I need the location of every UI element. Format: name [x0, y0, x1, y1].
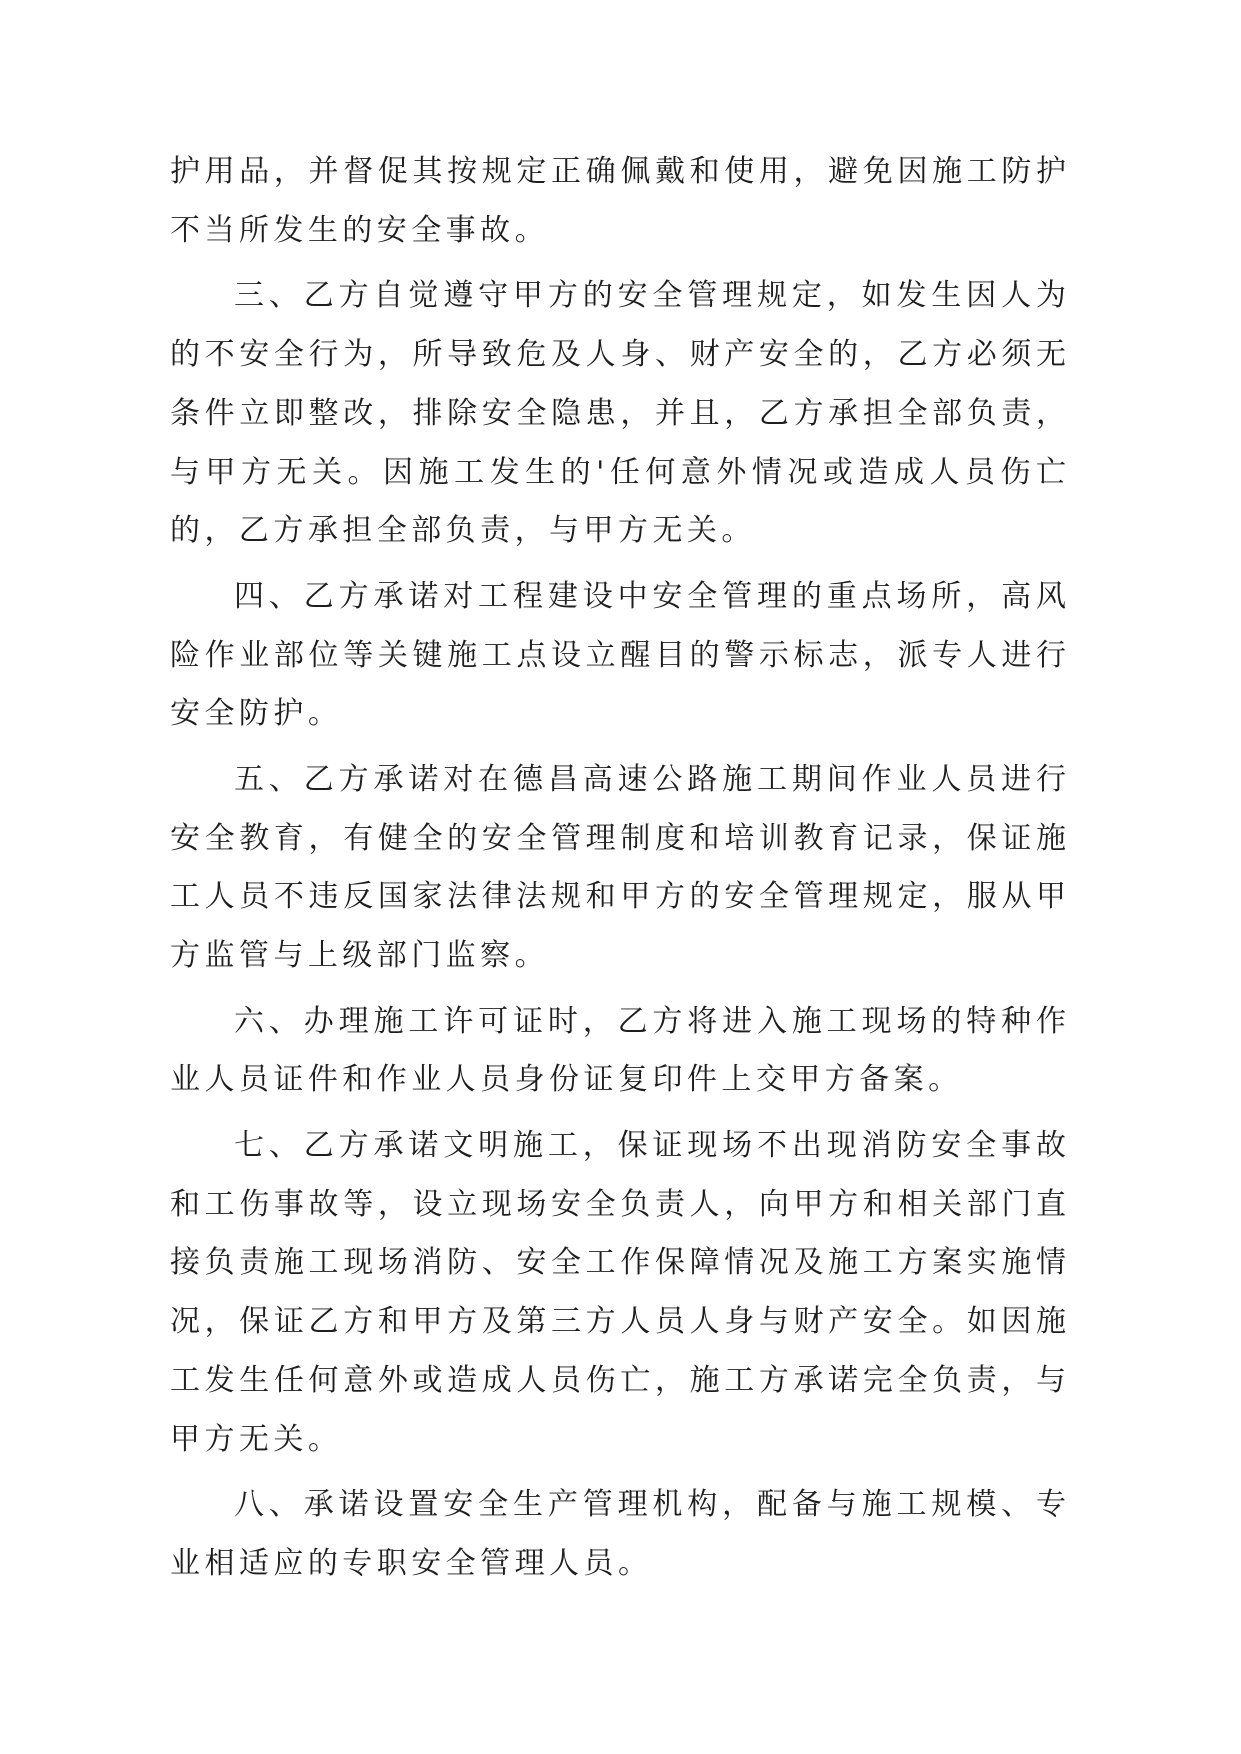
body-text-line: 的，乙方承担全部负责，与甲方无关。 [170, 513, 756, 549]
body-text-line: 安全教育，有健全的安全管理制度和培训教育记录，保证施 [170, 820, 1066, 856]
body-text-line: 况，保证乙方和甲方及第三方人员人身与财产安全。如因施 [170, 1304, 1066, 1340]
body-text-line: 接负责施工现场消防、安全工作保障情况及施工方案实施情 [170, 1245, 1066, 1281]
paragraph-continuation [170, 143, 1066, 261]
paragraph-clause-6 [170, 993, 1066, 1111]
body-text-line: 不当所发生的安全事故。 [170, 212, 550, 248]
body-text-line: 业相适应的专职安全管理人员。 [170, 1545, 653, 1581]
body-text-line: 七、乙方承诺文明施工，保证现场不出现消防安全事故 [234, 1127, 1066, 1163]
paragraph-clause-3 [170, 267, 1066, 561]
body-text-line: 八、承诺设置安全生产管理机构，配备与施工规模、专 [234, 1487, 1066, 1523]
paragraph-clause-5 [170, 751, 1066, 986]
body-text-line: 护用品，并督促其按规定正确佩戴和使用，避免因施工防护 [170, 154, 1066, 189]
body-text-line: 的不安全行为，所导致危及人身、财产安全的，乙方必须无 [170, 336, 1066, 372]
document-body [170, 143, 1066, 1600]
body-text-line: 业人员证件和作业人员身份证复印件上交甲方备案。 [170, 1062, 963, 1098]
body-text-line: 条件立即整改，排除安全隐患，并且，乙方承担全部负责， [170, 395, 1066, 431]
body-text-line: 三、乙方自觉遵守甲方的安全管理规定，如发生因人为 [234, 278, 1066, 314]
body-text-line: 和工伤事故等，设立现场安全负责人，向甲方和相关部门直 [170, 1186, 1066, 1222]
paragraph-clause-8 [170, 1476, 1066, 1594]
body-text-line: 险作业部位等关键施工点设立醒目的警示标志，派专人进行 [170, 637, 1066, 673]
body-text-line: 工人员不违反国家法律法规和甲方的安全管理规定，服从甲 [170, 879, 1066, 915]
paragraph-clause-7 [170, 1117, 1066, 1470]
body-text-line: 安全防护。 [170, 696, 343, 732]
body-text-line: 工发生任何意外或造成人员伤亡，施工方承诺完全负责，与 [170, 1362, 1066, 1398]
body-text-line: 四、乙方承诺对工程建设中安全管理的重点场所，高风 [234, 578, 1066, 614]
paragraph-clause-4 [170, 568, 1066, 744]
body-text-line: 甲方无关。 [170, 1421, 343, 1457]
body-text-line: 六、办理施工许可证时，乙方将进入施工现场的特种作 [234, 1003, 1066, 1039]
body-text-line: 与甲方无关。因施工发生的'任何意外情况或造成人员伤亡 [170, 454, 1066, 490]
body-text-line: 方监管与上级部门监察。 [170, 938, 550, 974]
body-text-line: 五、乙方承诺对在德昌高速公路施工期间作业人员进行 [234, 761, 1066, 797]
